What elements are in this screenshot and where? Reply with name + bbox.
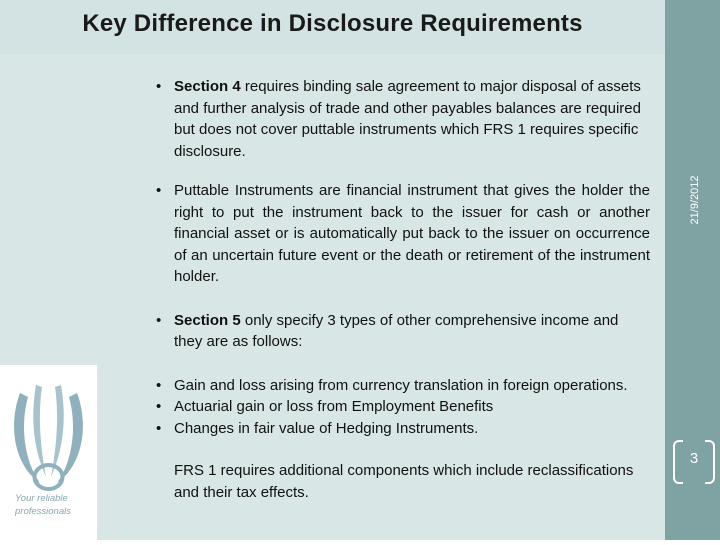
bullet-dot: • xyxy=(156,78,162,95)
bullet-puttable-instruments xyxy=(152,180,650,288)
list-item-text: Changes in fair value of Hedging Instruments. xyxy=(174,419,479,437)
bullet-dot: • xyxy=(156,398,162,415)
bullet-bold-label: Section 4 xyxy=(174,78,241,95)
page-number: 3 xyxy=(689,450,699,467)
bullet-text: Puttable Instruments are financial instrument that gives the holder the right to put the instrument back to the issuer for cash or another financial asset or is automatically put back to the issuer on occurrence of an uncertain future event or the death or retirement of the instrument holder. xyxy=(174,182,650,285)
oci-list xyxy=(152,375,650,440)
bullet-dot: • xyxy=(156,376,162,394)
slide-date: 21/9/2012 xyxy=(689,175,701,225)
list-item-text: Actuarial gain or loss from Employment Benefits xyxy=(174,398,494,415)
list-item-text: Gain and loss arising from currency translation in foreign operations. xyxy=(174,376,628,394)
bullet-dot: • xyxy=(156,311,162,329)
list-item xyxy=(152,418,650,440)
bullet-dot: • xyxy=(156,182,162,199)
footer-note: FRS 1 requires additional components which include reclassifications and their tax effects. xyxy=(174,462,634,501)
slide-content xyxy=(152,76,650,503)
list-item xyxy=(152,375,650,397)
bullet-bold-label: Section 5 xyxy=(174,311,241,329)
list-item xyxy=(152,396,650,418)
page-number-badge xyxy=(673,440,715,482)
bullet-dot: • xyxy=(156,419,162,437)
logo-tagline: Your reliable professionals xyxy=(15,493,71,517)
slide-title: Key Difference in Disclosure Requirements xyxy=(82,10,583,37)
bullet-text: only specify 3 types of other comprehensive income and they are as follows: xyxy=(174,311,619,350)
bullet-section-4 xyxy=(152,76,650,162)
bullet-section-5 xyxy=(152,310,650,353)
bullet-text: requires binding sale agreement to major disposal of assets and further analysis of trade and other payables balances are required but does not cover puttable instruments which FRS 1 requires specific disclosure. xyxy=(174,78,641,160)
